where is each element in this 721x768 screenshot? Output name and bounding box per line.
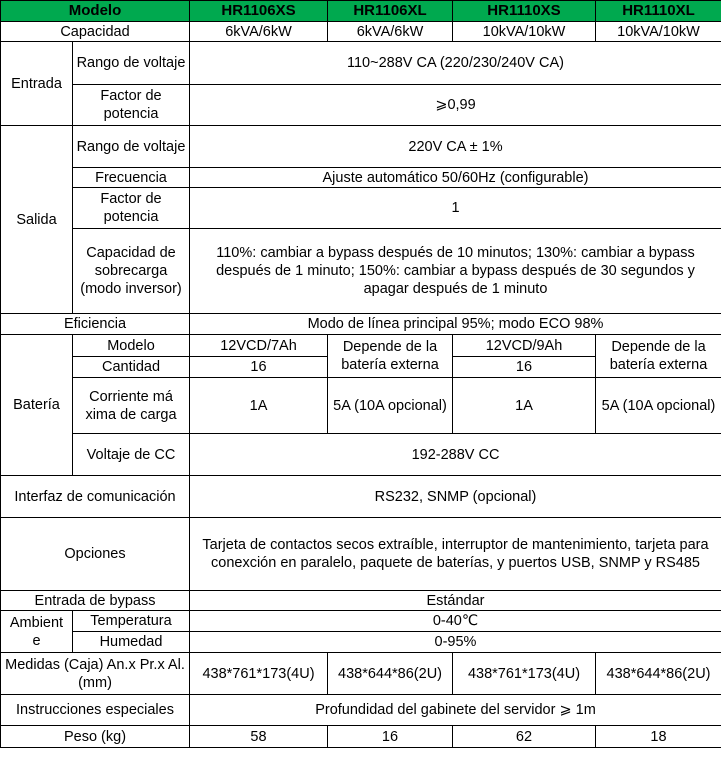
header-model-label: Modelo (1, 1, 190, 22)
header-model-3: HR1110XS (453, 1, 596, 22)
bypass-row (1, 591, 721, 611)
capacidad-label: Capacidad (1, 22, 190, 42)
bateria-voltaje-value: 192-288V CC (190, 434, 721, 476)
entrada-factor-row (1, 85, 721, 126)
capacidad-value-4: 10kVA/10kW (596, 22, 721, 42)
medidas-value-2: 438*644*86(2U) (328, 653, 453, 695)
bypass-label: Entrada de bypass (1, 591, 190, 611)
interfaz-label: Interfaz de comunicación (1, 476, 190, 518)
ambiente-label: Ambient e (1, 611, 73, 653)
peso-value-2: 16 (328, 726, 453, 748)
salida-frecuencia-value: Ajuste automático 50/60Hz (configurable) (190, 168, 721, 188)
capacidad-value-1: 6kVA/6kW (190, 22, 328, 42)
capacidad-value-3: 10kVA/10kW (453, 22, 596, 42)
salida-factor-row (1, 188, 721, 229)
salida-label: Salida (1, 126, 73, 314)
bateria-corriente-value-1: 1A (190, 378, 328, 434)
header-row (1, 1, 721, 22)
bateria-corriente-value-3: 1A (453, 378, 596, 434)
instrucciones-value: Profundidad del gabinete del servidor ⩾ 1m (190, 695, 721, 726)
capacidad-value-2: 6kVA/6kW (328, 22, 453, 42)
bateria-externa-1: Depende de la batería externa (328, 335, 453, 378)
salida-rango-value: 220V CA ± 1% (190, 126, 721, 168)
bateria-voltaje-row (1, 434, 721, 476)
salida-rango-label: Rango de voltaje (73, 126, 190, 168)
peso-value-1: 58 (190, 726, 328, 748)
ambiente-hum-row (1, 632, 721, 653)
peso-label: Peso (kg) (1, 726, 190, 748)
medidas-label: Medidas (Caja) An.x Pr.x Al.(mm) (1, 653, 190, 695)
bateria-cantidad-value-2: 16 (453, 357, 596, 378)
interfaz-row (1, 476, 721, 518)
instrucciones-row (1, 695, 721, 726)
bateria-modelo-value-1: 12VCD/7Ah (190, 335, 328, 357)
bateria-corriente-value-2: 5A (10A opcional) (328, 378, 453, 434)
bateria-label: Batería (1, 335, 73, 476)
medidas-value-1: 438*761*173(4U) (190, 653, 328, 695)
entrada-rango-value: 110~288V CA (220/230/240V CA) (190, 42, 721, 85)
salida-frecuencia-label: Frecuencia (73, 168, 190, 188)
bateria-voltaje-label: Voltaje de CC (73, 434, 190, 476)
medidas-value-3: 438*761*173(4U) (453, 653, 596, 695)
ambiente-temp-label: Temperatura (73, 611, 190, 632)
bateria-modelo-value-2: 12VCD/9Ah (453, 335, 596, 357)
ambiente-hum-value: 0-95% (190, 632, 721, 653)
bateria-cantidad-label: Cantidad (73, 357, 190, 378)
capacidad-row (1, 22, 721, 42)
ambiente-hum-label: Humedad (73, 632, 190, 653)
salida-sobrecarga-value: 110%: cambiar a bypass después de 10 minutos; 130%: cambiar a bypass después de 1 minuto; 150%: cambiar a bypass después de 30 segundos y apagar después de 1 minuto (190, 229, 721, 314)
header-model-1: HR1106XS (190, 1, 328, 22)
bateria-modelo-label: Modelo (73, 335, 190, 357)
header-model-2: HR1106XL (328, 1, 453, 22)
instrucciones-label: Instrucciones especiales (1, 695, 190, 726)
bateria-corriente-value-4: 5A (10A opcional) (596, 378, 721, 434)
bateria-modelo-row (1, 335, 721, 357)
bateria-corriente-row (1, 378, 721, 434)
peso-row (1, 726, 721, 748)
interfaz-value: RS232, SNMP (opcional) (190, 476, 721, 518)
salida-factor-label: Factor de potencia (73, 188, 190, 229)
bateria-cantidad-value-1: 16 (190, 357, 328, 378)
opciones-value: Tarjeta de contactos secos extraíble, interruptor de mantenimiento, tarjeta para conexción en paralelo, paquete de baterías, y puertos USB, SNMP y RS485 (190, 518, 721, 591)
entrada-factor-value: ⩾0,99 (190, 85, 721, 126)
salida-factor-value: 1 (190, 188, 721, 229)
eficiencia-label: Eficiencia (1, 314, 190, 335)
opciones-row (1, 518, 721, 591)
salida-sobrecarga-row (1, 229, 721, 314)
salida-frecuencia-row (1, 168, 721, 188)
peso-value-4: 18 (596, 726, 721, 748)
medidas-row (1, 653, 721, 695)
peso-value-3: 62 (453, 726, 596, 748)
medidas-value-4: 438*644*86(2U) (596, 653, 721, 695)
eficiencia-value: Modo de línea principal 95%; modo ECO 98% (190, 314, 721, 335)
salida-sobrecarga-label: Capacidad de sobrecarga (modo inversor) (73, 229, 190, 314)
eficiencia-row (1, 314, 721, 335)
entrada-label: Entrada (1, 42, 73, 126)
entrada-factor-label: Factor de potencia (73, 85, 190, 126)
bypass-value: Estándar (190, 591, 721, 611)
opciones-label: Opciones (1, 518, 190, 591)
entrada-rango-row (1, 42, 721, 85)
entrada-rango-label: Rango de voltaje (73, 42, 190, 85)
salida-rango-row (1, 126, 721, 168)
bateria-externa-2: Depende de la batería externa (596, 335, 721, 378)
bateria-corriente-label: Corriente má xima de carga (73, 378, 190, 434)
ambiente-temp-row (1, 611, 721, 632)
ambiente-temp-value: 0-40℃ (190, 611, 721, 632)
header-model-4: HR1110XL (596, 1, 721, 22)
